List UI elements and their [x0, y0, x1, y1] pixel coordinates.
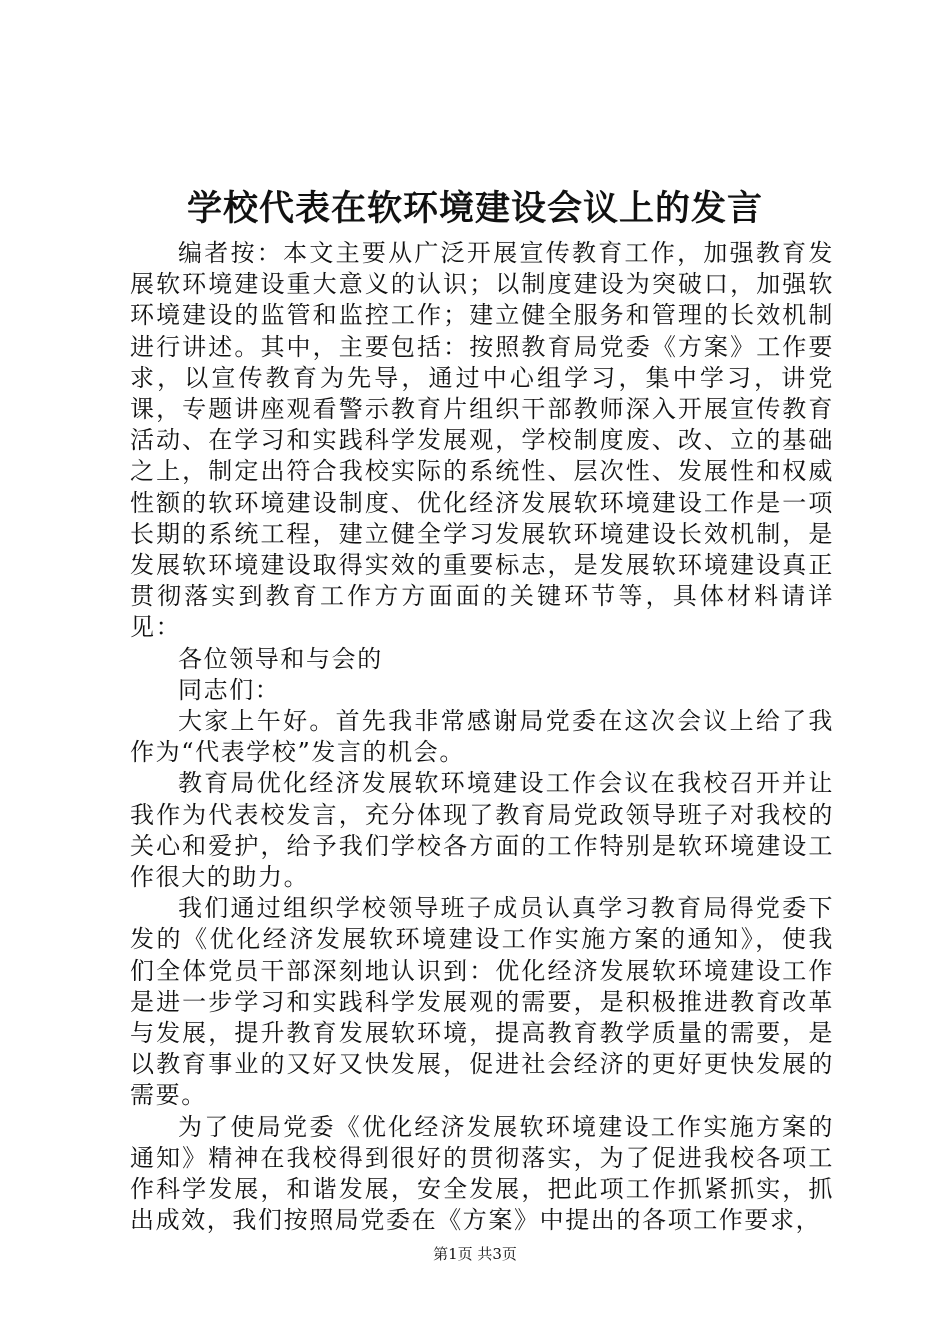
page-number-footer: 第1页 共3页: [433, 1245, 517, 1263]
salutation-line: 各位领导和与会的: [178, 644, 383, 673]
body-paragraph: 为了使局党委《优化经济发展软环境建设工作实施方案的通知》精神在我校得到很好的贯彻落实，为了促进我校各项工作科学发展，和谐发展，安全发展，把此项工作抓紧抓实，抓出成效，我们按照局党委在《方案》中提出的各项工作要求，: [130, 1112, 834, 1235]
salutation-line: 同志们：: [178, 675, 281, 704]
body-paragraph: 教育局优化经济发展软环境建设工作会议在我校召开并让我作为代表校发言，充分体现了教育局党政领导班子对我校的关心和爱护，给予我们学校各方面的工作特别是软环境建设工作很大的助力。: [130, 769, 834, 892]
document-body: [130, 238, 834, 1237]
body-paragraph: 大家上午好。首先我非常感谢局党委在这次会议上给了我作为“代表学校”发言的机会。: [130, 707, 834, 767]
body-paragraph: 我们通过组织学校领导班子成员认真学习教育局得党委下发的《优化经济发展软环境建设工作实施方案的通知》，使我们全体党员干部深刻地认识到：优化经济发展软环境建设工作是进一步学习和实践科学发展观的需要，是积极推进教育改革与发展，提升教育发展软环境，提高教育教学质量的需要，是以教育事业的又好又快发展，促进社会经济的更好更快发展的需要。: [130, 894, 834, 1110]
editor-note-paragraph: 编者按：本文主要从广泛开展宣传教育工作，加强教育发展软环境建设重大意义的认识；以制度建设为突破口，加强软环境建设的监管和监控工作；建立健全服务和管理的长效机制进行讲述。其中，主要包括：按照教育局党委《方案》工作要求，以宣传教育为先导，通过中心组学习，集中学习，讲党课，专题讲座观看警示教育片组织干部教师深入开展宣传教育活动、在学习和实践科学发展观，学校制度废、改、立的基础之上，制定出符合我校实际的系统性、层次性、发展性和权威性额的软环境建设制度、优化经济发展软环境建设工作是一项长期的系统工程，建立健全学习发展软环境建设长效机制，是发展软环境建设取得实效的重要标志，是发展软环境建设真正贯彻落实到教育工作方方面面的关键环节等，具体材料请详见：: [130, 239, 834, 642]
document-title: 学校代表在软环境建设会议上的发言: [186, 188, 763, 229]
